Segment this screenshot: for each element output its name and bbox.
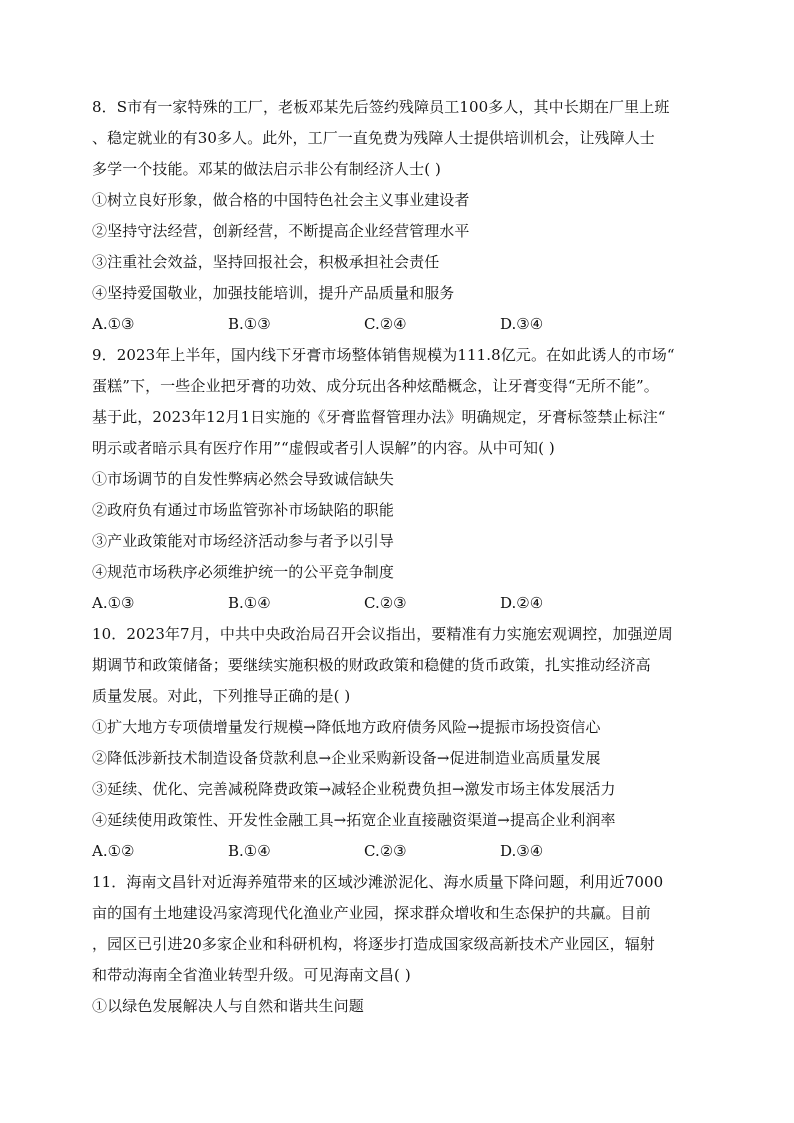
question-q11: [92, 867, 702, 1022]
statement-item: ②降低涉新技术制造设备贷款利息→企业采购新设备→促进制造业高质量发展: [92, 749, 601, 767]
answer-options: [92, 588, 702, 619]
question-q10: [92, 619, 702, 867]
question-stem-line: 11．海南文昌针对近海养殖带来的区域沙滩淤泥化、海水质量下降问题，利用近7000: [92, 873, 664, 891]
statement-item: ①市场调节的自发性弊病必然会导致诚信缺失: [92, 470, 395, 488]
question-q9: [92, 340, 702, 619]
statement-item: ③延续、优化、完善减税降费政策→减轻企业税费负担→激发市场主体发展活力: [92, 780, 616, 798]
question-stem-line: 多学一个技能。邓某的做法启示非公有制经济人士( ): [92, 160, 441, 178]
question-list: [92, 92, 702, 1022]
answer-option[interactable]: B.①④: [228, 842, 271, 860]
question-stem-line: 10．2023年7月，中共中央政治局召开会议指出，要精准有力实施宏观调控，加强逆周: [92, 625, 673, 643]
statement-item: ④延续使用政策性、开发性金融工具→拓宽企业直接融资渠道→提高企业利润率: [92, 811, 616, 829]
answer-options: [92, 836, 702, 867]
answer-option[interactable]: D.③④: [500, 842, 544, 860]
answer-option[interactable]: A.①③: [92, 594, 135, 612]
question-stem-line: 基于此，2023年12月1日实施的《牙膏监督管理办法》明确规定，牙膏标签禁止标注“: [92, 408, 666, 426]
statement-item: ①树立良好形象，做合格的中国特色社会主义事业建设者: [92, 191, 470, 209]
answer-option[interactable]: A.①②: [92, 842, 135, 860]
statement-item: ①以绿色发展解决人与自然和谐共生问题: [92, 997, 364, 1015]
answer-option[interactable]: D.③④: [500, 315, 544, 333]
statement-item: ②政府负有通过市场监管弥补市场缺陷的职能: [92, 501, 395, 519]
statement-item: ③产业政策能对市场经济活动参与者予以引导: [92, 532, 395, 550]
question-stem-line: 明示或者暗示具有医疗作用”“虚假或者引人误解”的内容。从中可知( ): [92, 439, 555, 457]
answer-options: [92, 309, 702, 340]
statement-item: ①扩大地方专项债增量发行规模→降低地方政府债务风险→提振市场投资信心: [92, 718, 601, 736]
question-stem-line: 8．S市有一家特殊的工厂，老板邓某先后签约残障员工100多人，其中长期在厂里上班: [92, 98, 670, 116]
statement-item: ④规范市场秩序必须维护统一的公平竞争制度: [92, 563, 395, 581]
question-stem-line: 期调节和政策储备；要继续实施积极的财政政策和稳健的货币政策，扎实推动经济高: [92, 656, 651, 674]
question-q8: [92, 92, 702, 340]
answer-option[interactable]: B.①④: [228, 594, 271, 612]
statement-item: ③注重社会效益，坚持回报社会，积极承担社会责任: [92, 253, 440, 271]
question-stem-line: 9．2023年上半年，国内线下牙膏市场整体销售规模为111.8亿元。在如此诱人的市场“: [92, 346, 675, 364]
question-stem-line: 亩的国有土地建设冯家湾现代化渔业产业园，探求群众增收和生态保护的共赢。目前: [92, 904, 651, 922]
answer-option[interactable]: C.②③: [364, 842, 407, 860]
question-stem-line: 和带动海南全省渔业转型升级。可见海南文昌( ): [92, 966, 411, 984]
statement-item: ④坚持爱国敬业，加强技能培训，提升产品质量和服务: [92, 284, 455, 302]
answer-option[interactable]: D.②④: [500, 594, 544, 612]
question-stem-line: ，园区已引进20多家企业和科研机构，将逐步打造成国家级高新技术产业园区，辐射: [92, 935, 655, 953]
answer-option[interactable]: C.②③: [364, 594, 407, 612]
statement-item: ②坚持守法经营，创新经营，不断提高企业经营管理水平: [92, 222, 470, 240]
answer-option[interactable]: B.①③: [228, 315, 271, 333]
question-stem-line: 质量发展。对此，下列推导正确的是( ): [92, 687, 351, 705]
answer-option[interactable]: A.①③: [92, 315, 135, 333]
question-stem-line: 蛋糕”下，一些企业把牙膏的功效、成分玩出各种炫酷概念，让牙膏变得“无所不能”。: [92, 377, 659, 395]
answer-option[interactable]: C.②④: [364, 315, 407, 333]
question-stem-line: 、稳定就业的有30多人。此外，工厂一直免费为残障人士提供培训机会，让残障人士: [92, 129, 655, 147]
